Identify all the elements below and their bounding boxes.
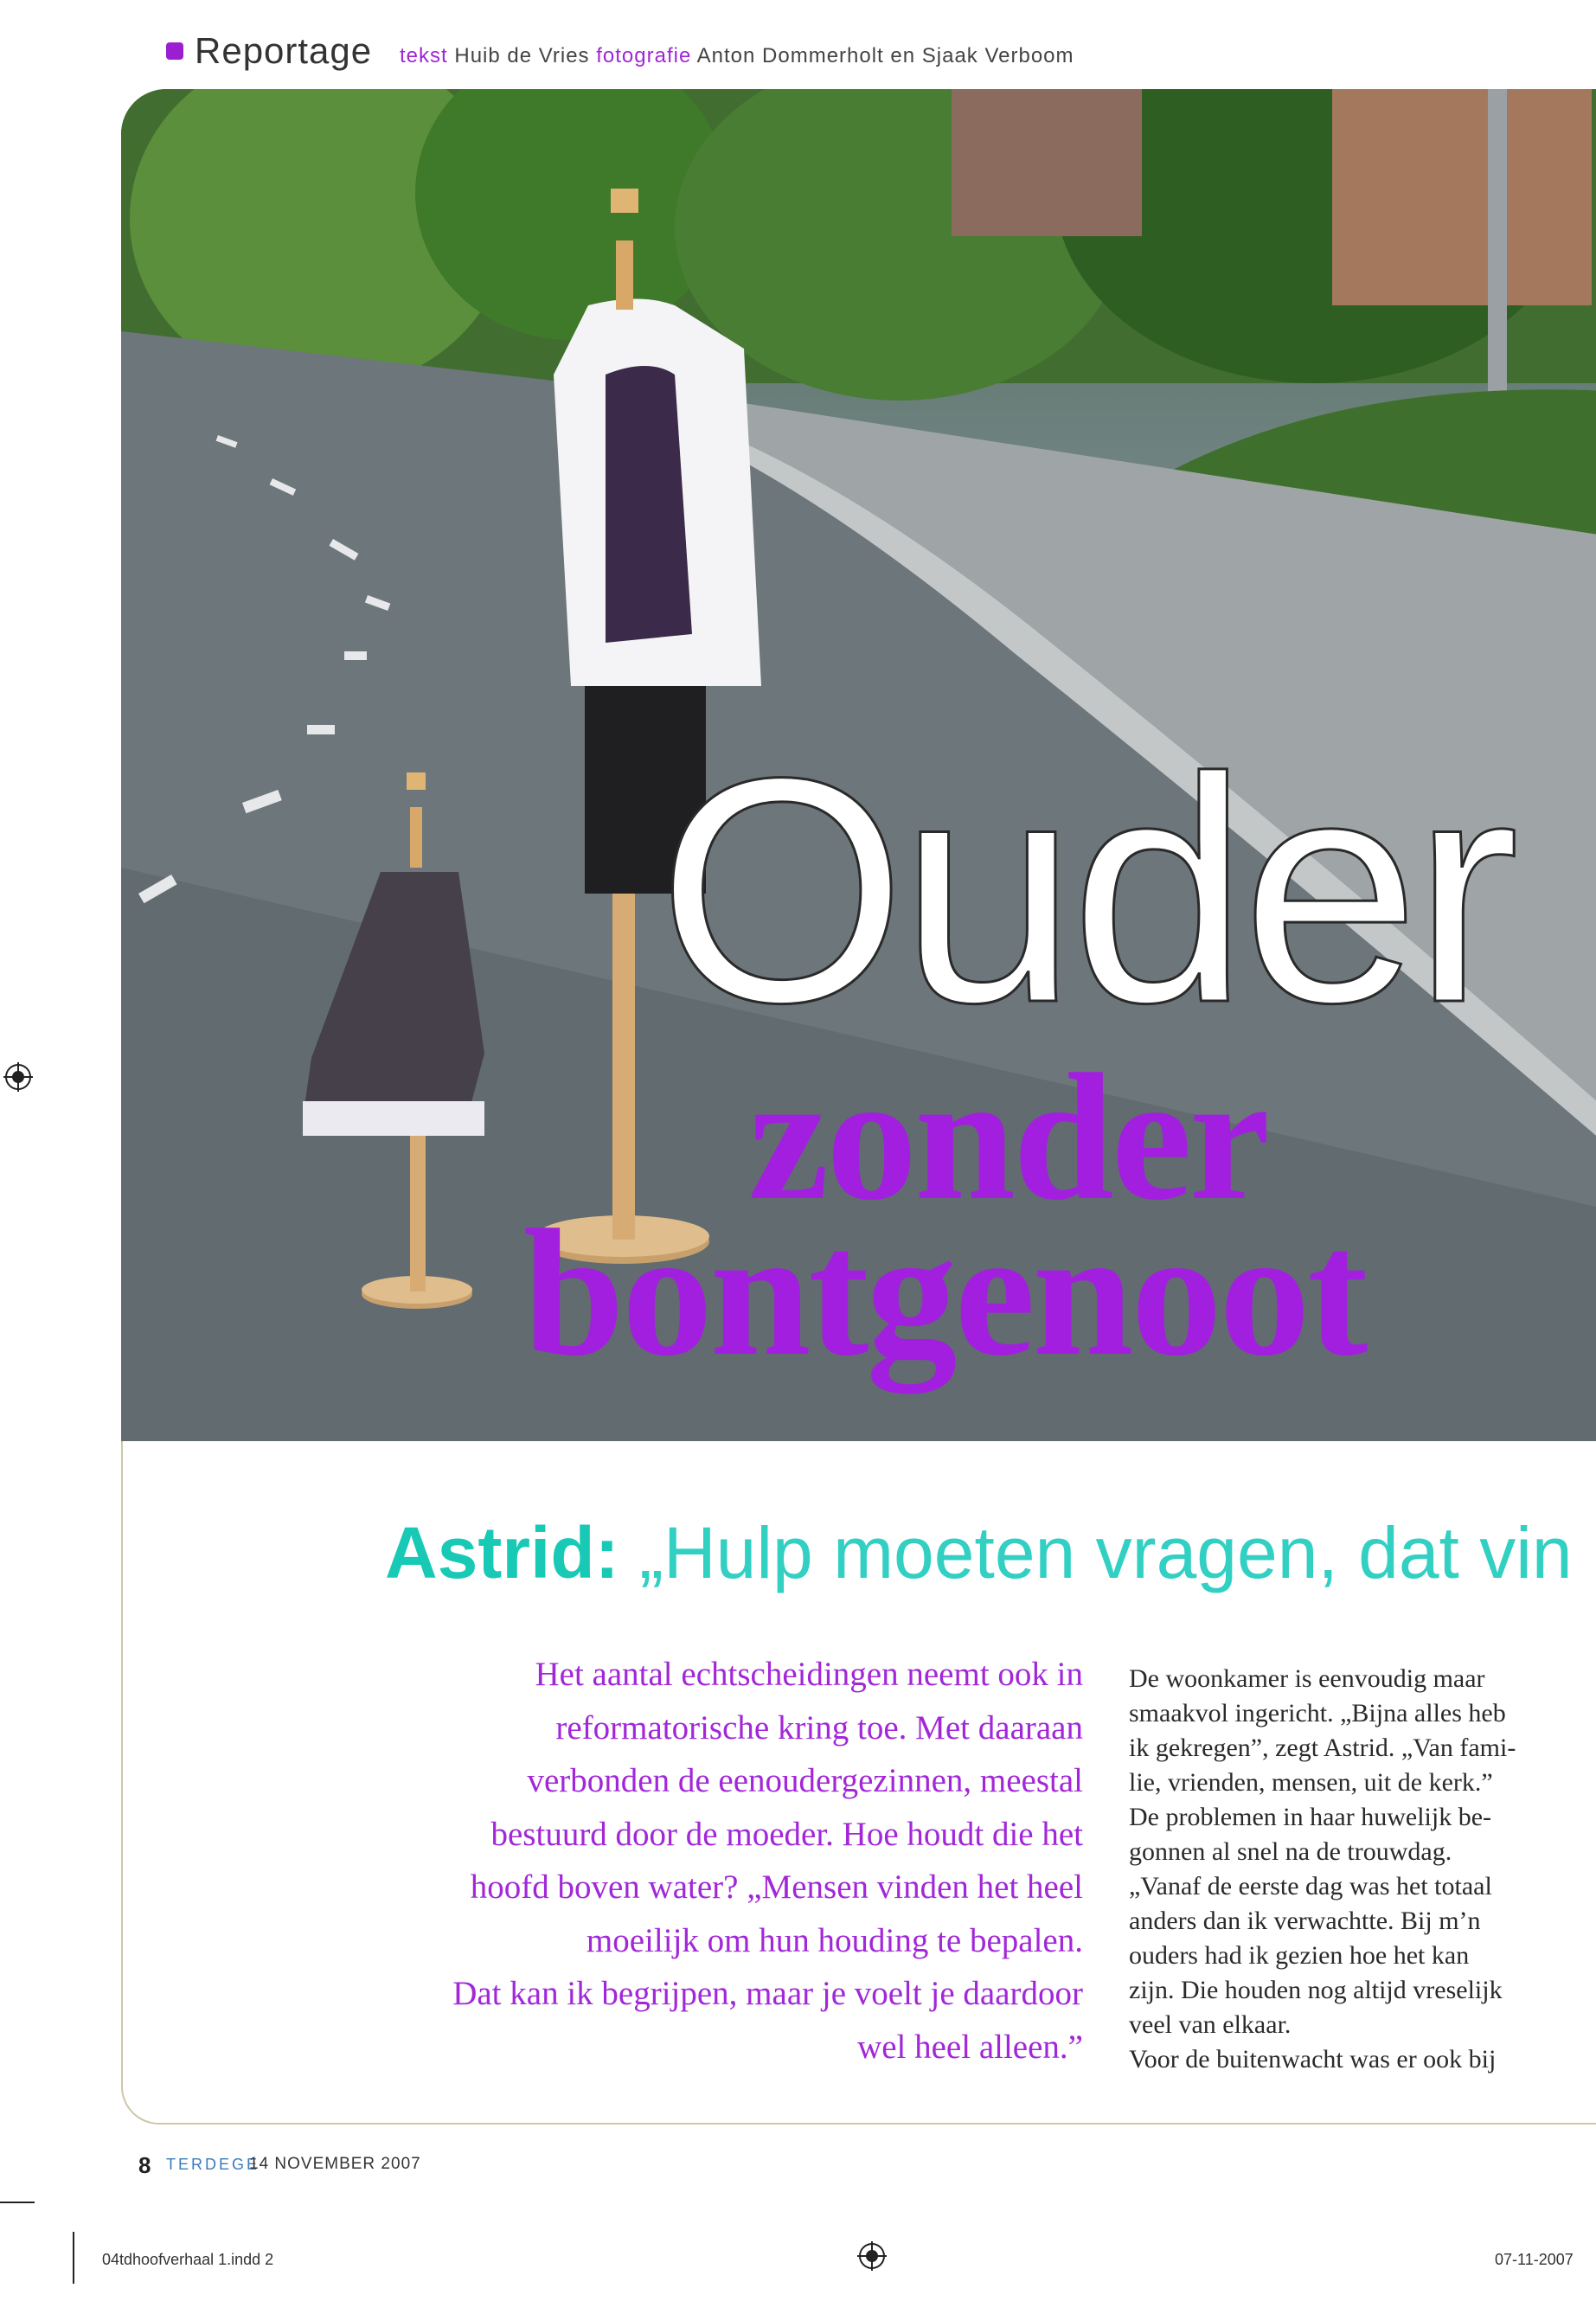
intro-line: Het aantal echtscheidingen neemt ook in <box>535 1656 1083 1693</box>
headline-zonder: zonder <box>748 1037 1268 1238</box>
intro-line: hoofd boven water? „Mensen vinden het heel <box>470 1868 1083 1906</box>
headline-ouder: Ouder <box>657 712 1513 1069</box>
section-label: Reportage <box>195 30 373 71</box>
intro-line: bestuurd door de moeder. Hoe houdt die het <box>490 1815 1083 1853</box>
body-line: Voor de buitenwacht was er ook bij <box>1129 2045 1497 2073</box>
body-line: lie, vrienden, mensen, uit de kerk.” <box>1129 1768 1493 1797</box>
body-line: „Vanaf de eerste dag was het totaal <box>1129 1872 1492 1900</box>
intro-line: reformatorische kring toe. Met daaraan <box>555 1708 1083 1747</box>
subtitle <box>385 1509 1573 1596</box>
slug-filename: 04tdhoofverhaal 1.indd 2 <box>102 2251 274 2268</box>
crop-mark <box>73 2232 74 2284</box>
registration-mark-icon <box>3 1062 33 1092</box>
credits-text-author: Huib de Vries <box>454 44 590 67</box>
page-number: 8 <box>138 2152 151 2178</box>
registration-mark-icon <box>857 2241 887 2271</box>
issue-date: 14 NOVEMBER 2007 <box>249 2155 421 2173</box>
subtitle-name: Astrid: <box>385 1512 619 1593</box>
intro-line: verbonden de eenoudergezinnen, meestal <box>527 1762 1083 1799</box>
body-line: ouders had ik gezien hoe het kan <box>1129 1941 1470 1970</box>
body-line: De woonkamer is eenvoudig maar <box>1129 1664 1485 1693</box>
magazine-name: TERDEGE <box>166 2156 260 2173</box>
intro-line: wel heel alleen.” <box>857 2028 1083 2066</box>
credits-line <box>400 43 1074 69</box>
credits-photo-authors: Anton Dommerholt en Sjaak Verboom <box>696 44 1074 67</box>
intro-line: Dat kan ik begrijpen, maar je voelt je daardoor <box>452 1975 1083 2012</box>
slug-date: 07-11-2007 <box>1495 2251 1574 2268</box>
intro-line: moeilijk om hun houding te bepalen. <box>586 1921 1083 1959</box>
credits-photo-label: fotografie <box>596 44 692 67</box>
body-line: ik gekregen”, zegt Astrid. „Van fami- <box>1129 1734 1516 1762</box>
intro-paragraph <box>346 1648 1083 2073</box>
body-line: De problemen in haar huwelijk be- <box>1129 1803 1492 1831</box>
headline-bontgenoot: bontgenoot <box>523 1193 1366 1394</box>
credits-text-label: tekst <box>400 44 448 67</box>
body-line: gonnen al snel na de trouwdag. <box>1129 1837 1452 1866</box>
subtitle-quote: „Hulp moeten vragen, dat vin <box>639 1512 1573 1593</box>
crop-mark <box>0 2202 35 2203</box>
body-column <box>1129 1662 1579 2077</box>
body-line: smaakvol ingericht. „Bijna alles heb <box>1129 1699 1506 1727</box>
body-line: anders dan ik verwachtte. Bij m’n <box>1129 1907 1481 1935</box>
body-line: zijn. Die houden nog altijd vreselijk <box>1129 1976 1503 2004</box>
body-line: veel van elkaar. <box>1129 2010 1292 2039</box>
section-bullet <box>166 42 183 60</box>
